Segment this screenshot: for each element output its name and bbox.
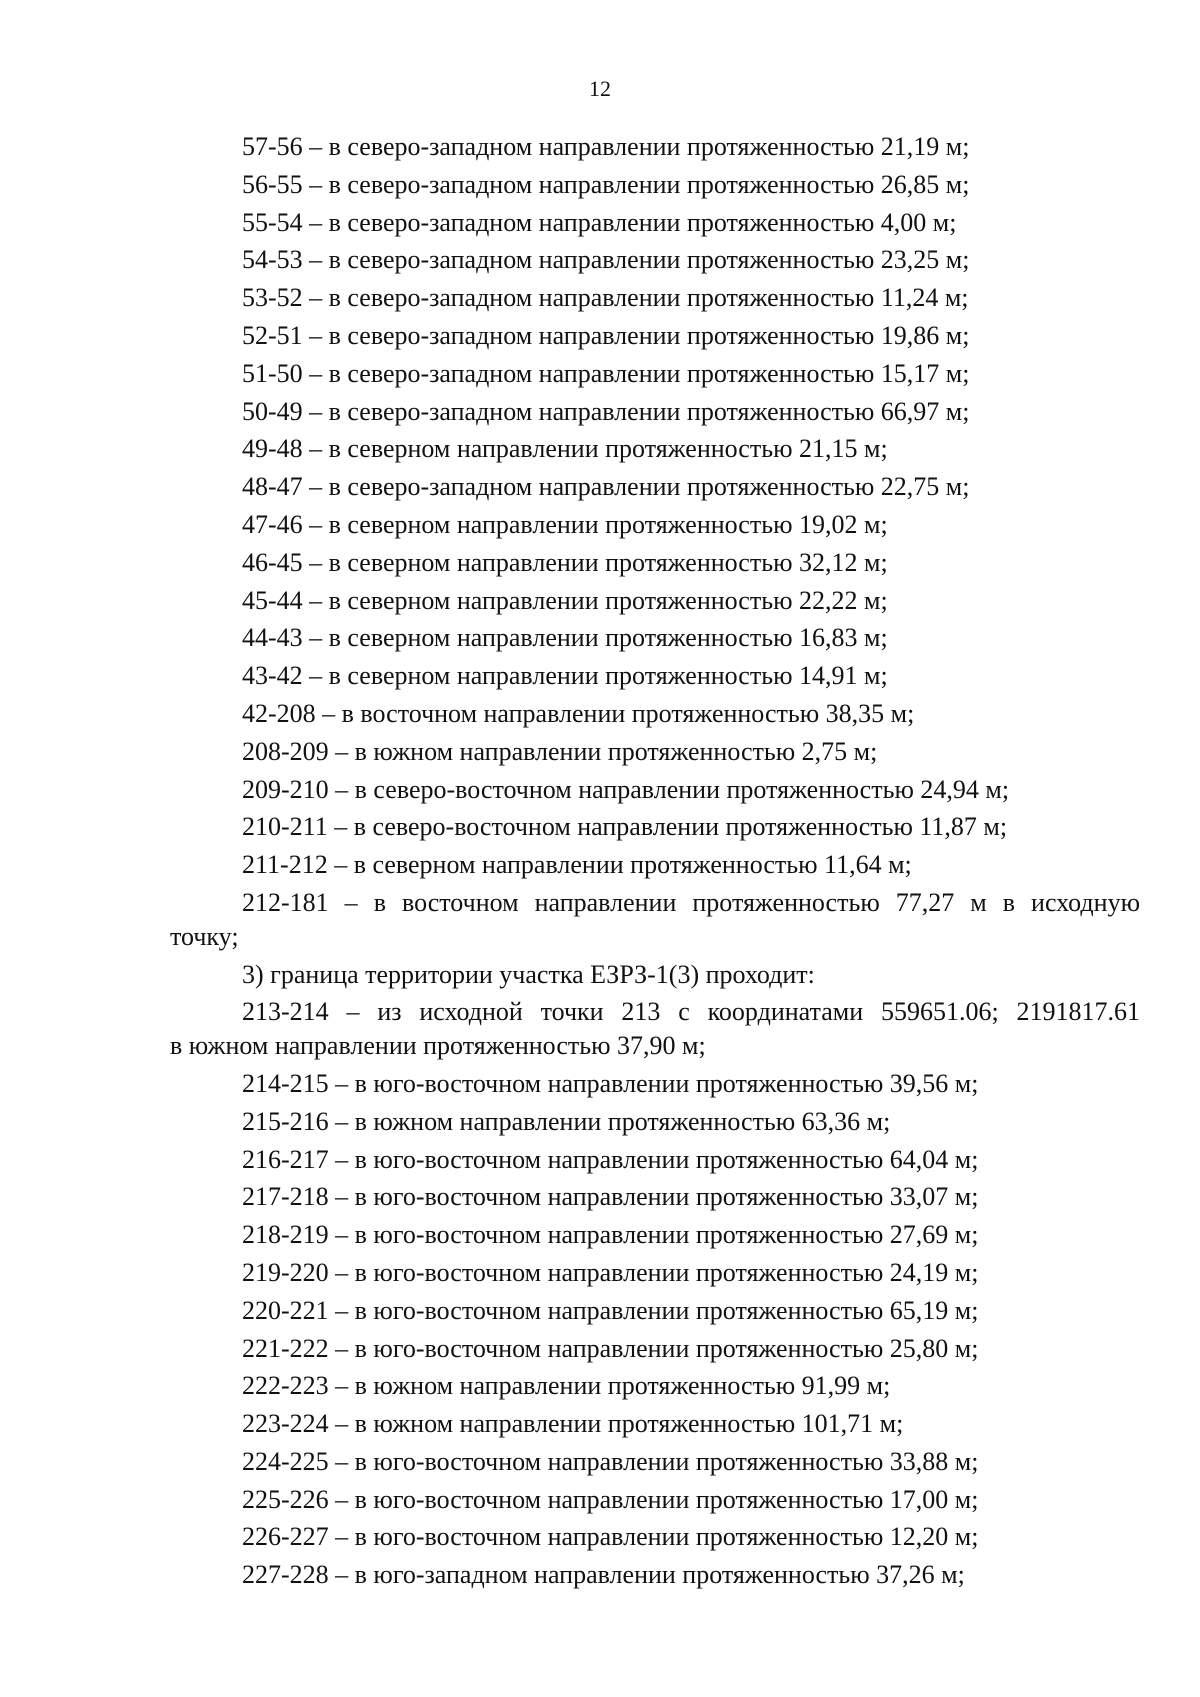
document-body (170, 128, 1140, 1594)
boundary-segment-line: 208-209 – в южном направлении протяженностью 2,75 м; (242, 736, 878, 766)
boundary-segment-line: 224-225 – в юго-восточном направлении протяженностью 33,88 м; (242, 1446, 979, 1476)
boundary-segment-line: 53-52 – в северо-западном направлении протяженностью 11,24 м; (242, 283, 969, 313)
boundary-segment-line: 221-222 – в юго-восточном направлении протяженностью 25,80 м; (242, 1333, 979, 1363)
boundary-segment-line: 55-54 – в северо-западном направлении протяженностью 4,00 м; (242, 207, 957, 237)
boundary-segment-line: 209-210 – в северо-восточном направлении протяженностью 24,94 м; (242, 774, 1010, 804)
boundary-segment-line: 54-53 – в северо-западном направлении протяженностью 23,25 м; (242, 245, 970, 275)
page-number: 12 (589, 76, 611, 101)
boundary-segment-line: 218-219 – в юго-восточном направлении протяженностью 27,69 м; (242, 1220, 979, 1250)
boundary-segment-line: 214-215 – в юго-восточном направлении протяженностью 39,56 м; (242, 1068, 979, 1098)
boundary-segment-line: 210-211 – в северо-восточном направлении протяженностью 11,87 м; (242, 812, 1008, 842)
boundary-segment-line: 212-181 – в восточном направлении протяженностью 77,27 м в исходную (242, 887, 1140, 917)
boundary-segment-line: 52-51 – в северо-западном направлении протяженностью 19,86 м; (242, 320, 970, 350)
boundary-segment-continuation: в южном направлении протяженностью 37,90 м; (170, 1031, 706, 1061)
boundary-segment-line: 222-223 – в южном направлении протяженностью 91,99 м; (242, 1371, 891, 1401)
boundary-segment-line: 44-43 – в северном направлении протяженностью 16,83 м; (242, 623, 888, 653)
boundary-segment-line: 216-217 – в юго-восточном направлении протяженностью 64,04 м; (242, 1144, 979, 1174)
boundary-segment-line: 46-45 – в северном направлении протяженностью 32,12 м; (242, 547, 888, 577)
section-heading: 3) граница территории участка ЕЗРЗ-1(3) проходит: (242, 959, 815, 989)
boundary-segment-line: 223-224 – в южном направлении протяженностью 101,71 м; (242, 1409, 904, 1439)
boundary-segment-line: 225-226 – в юго-восточном направлении протяженностью 17,00 м; (242, 1484, 979, 1514)
boundary-segment-line: 48-47 – в северо-западном направлении протяженностью 22,75 м; (242, 472, 970, 502)
boundary-segments-list-a (170, 128, 1140, 884)
boundary-segment-line: 217-218 – в юго-восточном направлении протяженностью 33,07 м; (242, 1182, 979, 1212)
boundary-segment-line: 56-55 – в северо-западном направлении протяженностью 26,85 м; (242, 169, 970, 199)
boundary-segment-line: 227-228 – в юго-западном направлении протяженностью 37,26 м; (242, 1560, 965, 1590)
boundary-segment-line: 50-49 – в северо-западном направлении протяженностью 66,97 м; (242, 396, 970, 426)
boundary-segment-line: 215-216 – в южном направлении протяженностью 63,36 м; (242, 1106, 891, 1136)
boundary-segment-line: 219-220 – в юго-восточном направлении протяженностью 24,19 м; (242, 1257, 979, 1287)
boundary-segment-continuation: точку; (170, 921, 239, 951)
boundary-segment-line: 45-44 – в северном направлении протяженностью 22,22 м; (242, 585, 888, 615)
boundary-segment-line: 211-212 – в северном направлении протяженностью 11,64 м; (242, 850, 912, 880)
boundary-segments-list-b (170, 1065, 1140, 1594)
boundary-segment-line: 43-42 – в северном направлении протяженностью 14,91 м; (242, 661, 888, 691)
boundary-segment-line: 213-214 – из исходной точки 213 с координатами 559651.06; 2191817.61 (242, 997, 1140, 1027)
boundary-segment-line: 51-50 – в северо-западном направлении протяженностью 15,17 м; (242, 358, 970, 388)
boundary-segment-line: 42-208 – в восточном направлении протяженностью 38,35 м; (242, 698, 915, 728)
boundary-segment-line: 57-56 – в северо-западном направлении протяженностью 21,19 м; (242, 132, 970, 161)
boundary-segment-line: 47-46 – в северном направлении протяженностью 19,02 м; (242, 509, 888, 539)
boundary-segment-line: 49-48 – в северном направлении протяженностью 21,15 м; (242, 434, 888, 464)
boundary-segment-line: 220-221 – в юго-восточном направлении протяженностью 65,19 м; (242, 1295, 979, 1325)
boundary-segment-line: 226-227 – в юго-восточном направлении протяженностью 12,20 м; (242, 1522, 979, 1552)
